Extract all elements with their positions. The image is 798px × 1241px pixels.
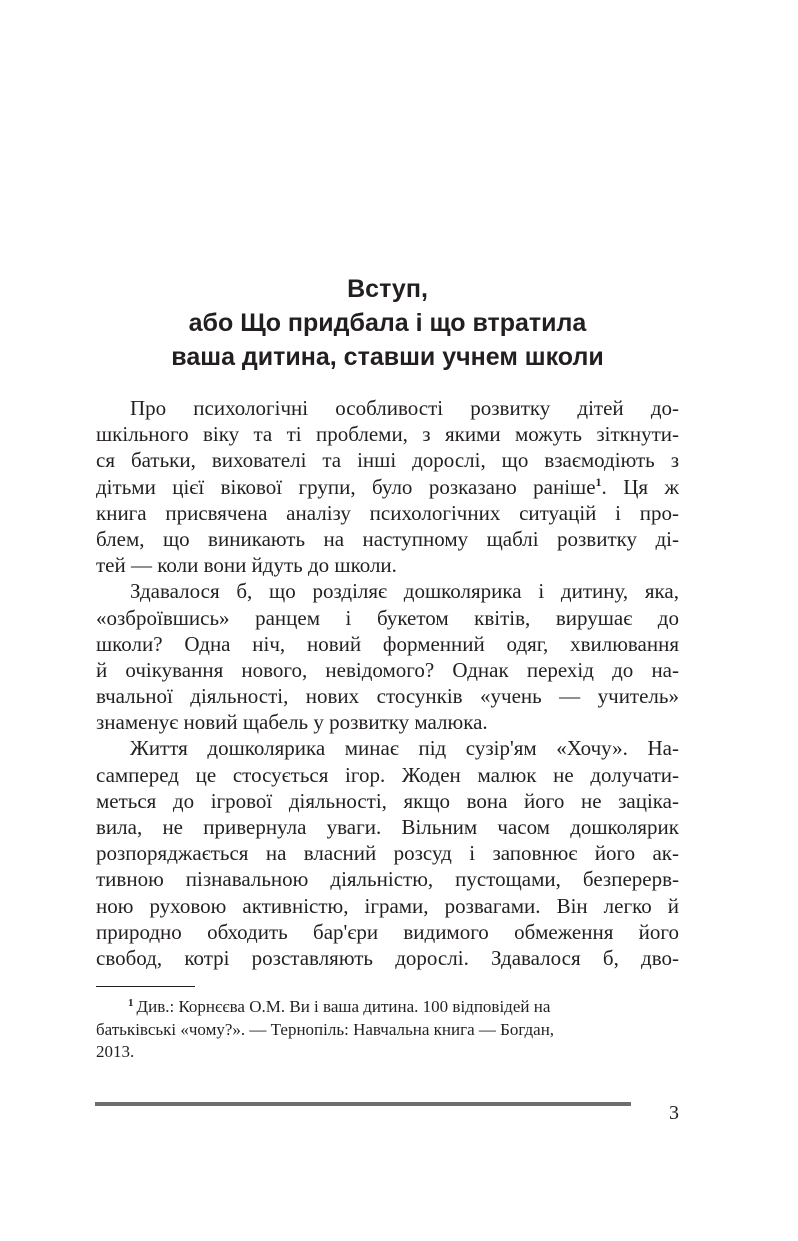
chapter-subtitle-line-2: ваша дитина, ставши учнем школи [171,343,604,371]
text-line: Здавалося б, що розділяє дошколярика і дитину, яка, [130,579,679,604]
text-line: самперед це стосується ігор. Жоден малюк не долучати- [96,762,679,787]
text-segment: дітьми цієї вікової групи, було розказано раніше [96,474,596,499]
chapter-subtitle-line-1: або Що придбала і що втратила [188,309,587,337]
text-segment: . Ця ж [601,474,679,499]
text-line: школи? Одна ніч, новий форменний одяг, хвилювання [96,631,679,656]
text-line: й очікування нового, невідомого? Однак перехід до на- [96,657,679,682]
chapter-title: Вступ, [347,275,428,303]
text-line: Життя дошколярика минає під сузір'ям «Хочу». На- [130,736,679,761]
footnote-line: батьківські «чому?». — Тернопіль: Навчальна книга — Богдан, [96,1019,555,1039]
footnote-line [96,996,679,1019]
body-text [96,395,679,971]
text-line: вила, не привернула уваги. Вільним часом дошколярик [96,815,679,839]
footnote-separator [96,986,195,987]
footnote-line: 2013. [96,1042,135,1061]
text-line: свобод, котрі розставляють дорослі. Здавалося б, дво- [96,945,679,970]
text-line: Про психологічні особливості розвитку дітей до- [130,396,679,420]
text-line: меться до ігрової діяльності, якщо вона його не заціка- [96,788,679,813]
text-line: знаменує новий щабель у розвитку малюка. [96,710,488,735]
text-line: шкільного віку та ті проблеми, з якими можуть зіткнути- [96,422,679,447]
text-line: природно обходить бар'єри видимого обмеження його [96,919,679,944]
chapter-heading [96,272,679,374]
text-line: ною руховою активністю, іграми, розвагами. Він легко й [96,893,679,918]
text-line: тей — коли вони йдуть до школи. [96,553,397,578]
text-line: ся батьки, вихователі та інші дорослі, що взаємодіють з [96,448,679,473]
text-line: книга присвячена аналізу психологічних ситуацій і про- [96,500,679,525]
text-line: блем, що виникають на наступному щаблі розвитку ді- [96,526,679,551]
page-footer-rule [95,1102,631,1106]
footnote-text: Див.: Корнєєва О.М. Ви і ваша дитина. 100 відповідей на [136,997,551,1016]
text-line-with-footnote-ref [96,474,679,500]
text-line: вчальної діяльності, нових стосунків «учень — учитель» [96,684,679,709]
page-number: 3 [669,1102,679,1124]
text-line: розпоряджається на власний розсуд і заповнює його ак- [96,841,679,866]
text-line: «озброївшись» ранцем і букетом квітів, вирушає до [96,605,679,630]
footnote [96,996,679,1064]
text-line: тивною пізнавальною діяльністю, пустощами, безперерв- [96,867,679,892]
footnote-reference[interactable]: 1 [595,474,602,489]
footnote-marker: 1 [128,997,134,1009]
